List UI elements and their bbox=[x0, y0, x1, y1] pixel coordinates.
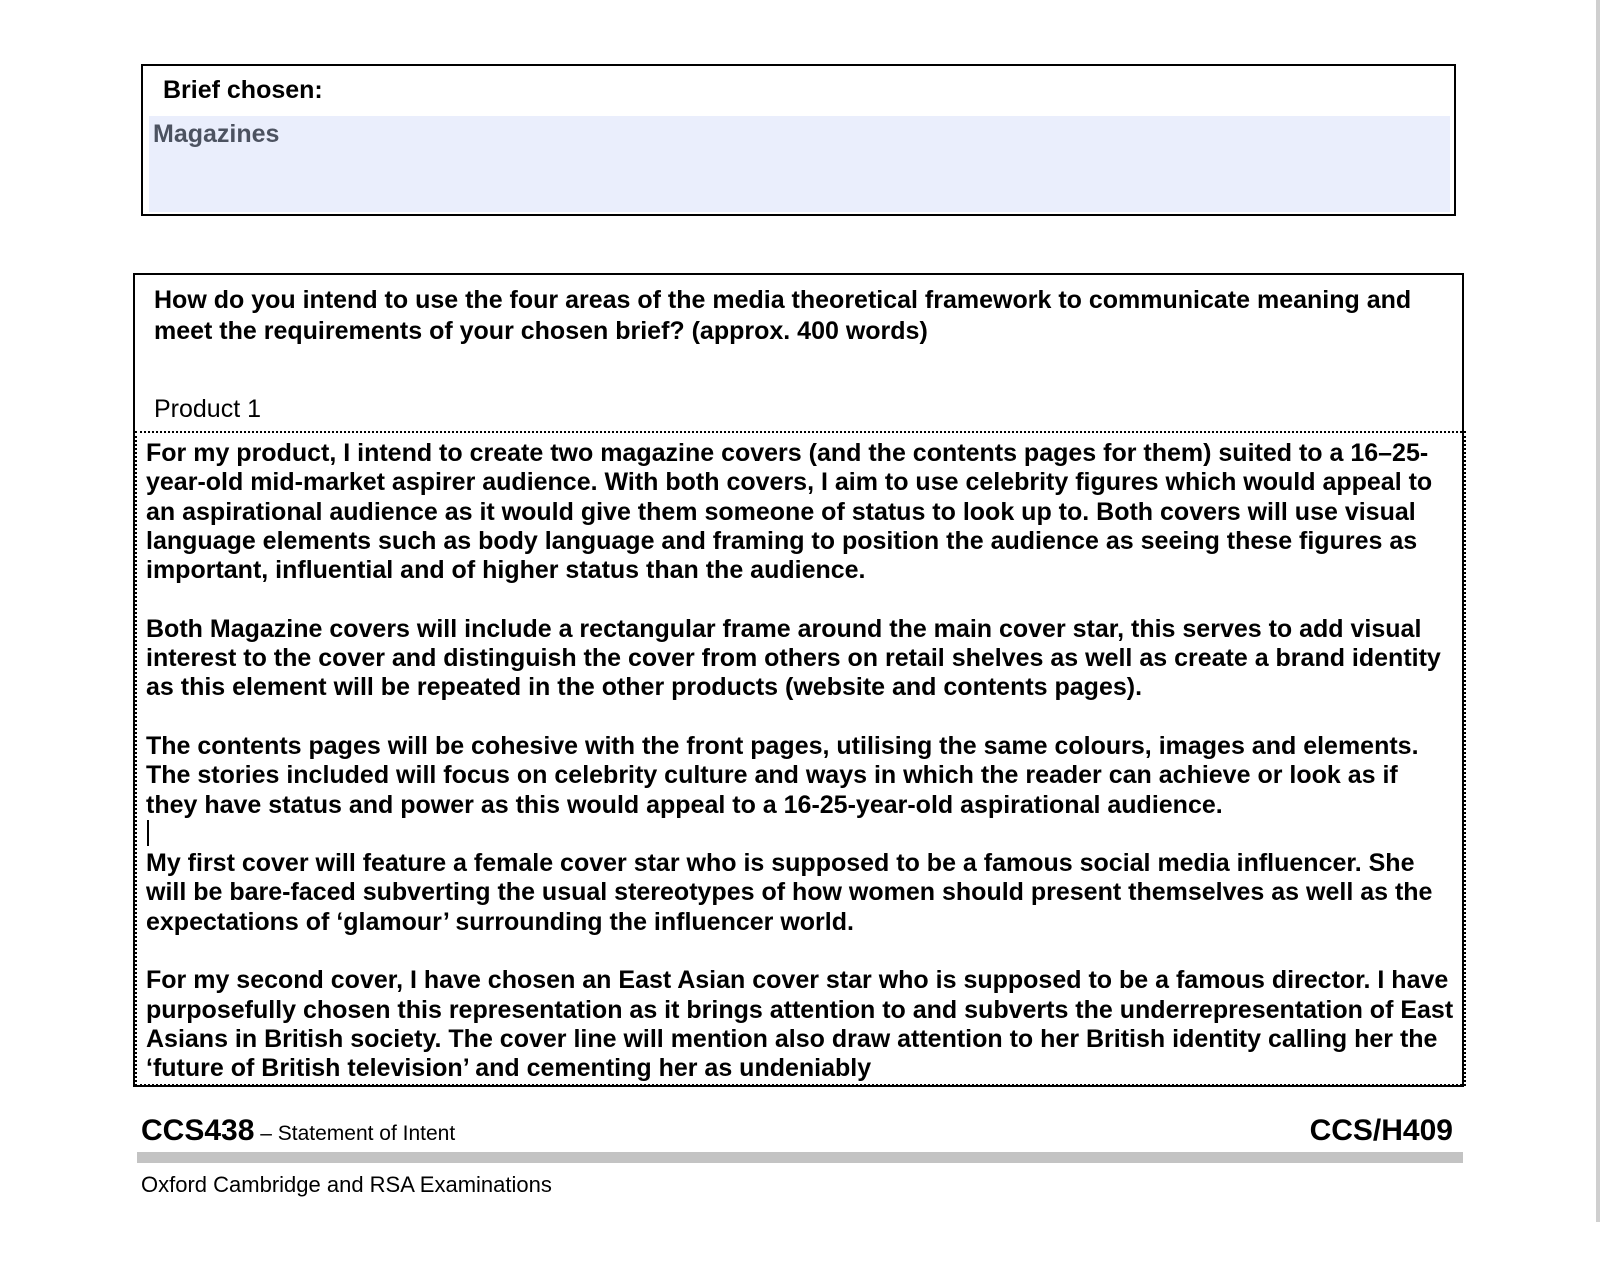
statement-of-intent-box bbox=[133, 273, 1464, 1087]
product-1-answer-textarea[interactable] bbox=[135, 431, 1466, 1086]
answer-paragraph-2: Both Magazine covers will include a rectangular frame around the main cover star, this serves to add visual interest to the cover and distinguish the cover from others on retail shelves as well as create a brand identity as this element will be repeated in the other products (website and contents pages). bbox=[146, 614, 1448, 702]
intent-question: How do you intend to use the four areas of the media theoretical framework to communicate meaning and meet the requirements of your chosen brief? (approx. 400 words) bbox=[154, 286, 1412, 345]
footer-divider bbox=[137, 1152, 1463, 1163]
footer-unit bbox=[141, 1114, 455, 1148]
footer-unit-title: – Statement of Intent bbox=[254, 1122, 456, 1145]
answer-text bbox=[137, 433, 1464, 1084]
page-edge-shadow bbox=[1596, 0, 1600, 1222]
answer-paragraph-5: For my second cover, I have chosen an East Asian cover star who is supposed to be a famous director. I have purposefully chosen this representation as it brings attention to and subverts the underrepresentation of East Asians in British society. The cover line will mention also draw attention to her British identity calling her the ‘future of British television’ and cementing her as undeniably bbox=[146, 966, 1460, 1083]
text-caret bbox=[147, 820, 149, 846]
answer-paragraph-1: For my product, I intend to create two magazine covers (and the contents pages for them) suited to a 16–25-year-old mid-market aspirer audience. With both covers, I aim to use celebrity figures which would appeal to an aspirational audience as it would give them someone of status to look up to. Both covers will use visual language elements such as body language and framing to position the audience as seeing these figures as important, influential and of higher status than the audience. bbox=[146, 439, 1440, 585]
product-1-label: Product 1 bbox=[154, 395, 262, 423]
footer-organisation: Oxford Cambridge and RSA Examinations bbox=[141, 1172, 552, 1197]
answer-paragraph-4: My first cover will feature a female cover star who is supposed to be a famous social media influencer. She will be bare-faced subverting the usual stereotypes of how women should present themselves as well as the expectations of ‘glamour’ surrounding the influencer world. bbox=[146, 849, 1440, 936]
footer-qualification-code: CCS/H409 bbox=[1309, 1114, 1453, 1147]
answer-paragraph-3: The contents pages will be cohesive with the front pages, utilising the same colours, images and elements. The stories included will focus on celebrity culture and ways in which the reader can achieve or look as if they have status and power as this would appeal to a 16-25-year-old aspirational audience. bbox=[146, 731, 1426, 819]
brief-chosen-label: Brief chosen: bbox=[163, 76, 323, 104]
brief-chosen-box bbox=[141, 64, 1456, 216]
brief-chosen-input[interactable]: Magazines bbox=[149, 116, 1450, 212]
footer-unit-code: CCS438 bbox=[141, 1114, 255, 1147]
